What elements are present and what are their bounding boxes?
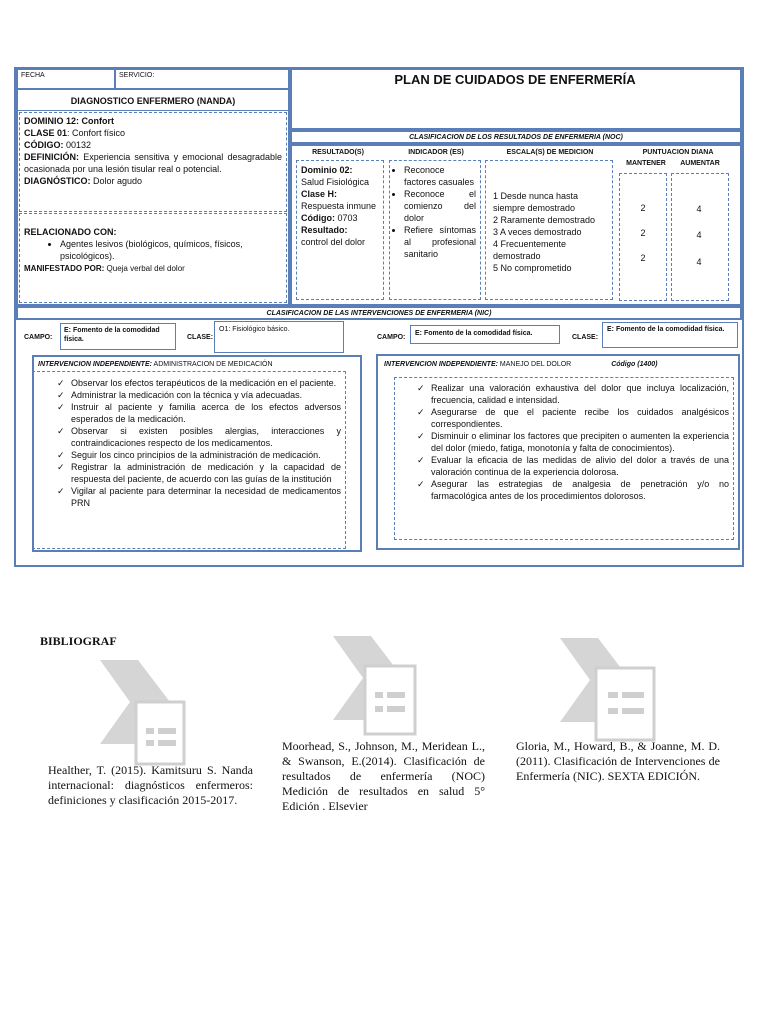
- left-intervention-header: INTERVENCION INDEPENDIENTE: ADMINISTRACION DE MEDICACIÓN: [38, 361, 273, 368]
- activity-item: ✓ Asegurar las estrategias de analgesia de penetración y/o no farmacológica antes de los procedimientos dolorosos.: [415, 478, 729, 502]
- escala-item: 4 Frecuentemente demostrado: [493, 239, 567, 261]
- document-placeholder-icon: [333, 636, 443, 756]
- activity-item: ✓ Vigilar al paciente para determinar la necesidad de medicamentos PRN: [55, 485, 341, 509]
- left-campo-value: E: Fomento de la comodidad física.: [60, 323, 176, 350]
- activity-item: ✓ Evaluar la eficacia de las medidas de alivio del dolor a través de una valoración continua de la experiencia dolorosa.: [415, 454, 729, 478]
- activity-item: ✓ Administrar la medicación con la técnica y vía adecuadas.: [55, 389, 341, 401]
- mantener-value: 2: [640, 253, 646, 263]
- noc-col-resultado: RESULTADO(S): [312, 149, 364, 156]
- diagnostico-line: DIAGNÓSTICO: Dolor agudo: [24, 176, 143, 186]
- fecha-label: FECHA: [21, 72, 45, 79]
- noc-indicador-box: [389, 160, 481, 300]
- activity-item: ✓ Realizar una valoración exhaustiva del dolor que incluya localización, frecuencia, calidad e intensidad.: [415, 382, 729, 406]
- indicador-item: • Refiere síntomas al profesional sanitario: [404, 224, 476, 260]
- noc-title-bar: [290, 130, 742, 144]
- noc-col-indicador: INDICADOR (ES): [408, 149, 464, 156]
- servicio-cell: [115, 69, 289, 89]
- definicion-line: DEFINICIÓN: Experiencia sensitiva y emocional desagradable ocasionada por una lesión tisular real o potencial.: [24, 152, 282, 174]
- noc-col-escala: ESCALA(S) DE MEDICION: [506, 149, 594, 156]
- diagnostico-title: DIAGNOSTICO ENFERMERO (NANDA): [70, 96, 236, 106]
- left-campo-label: CAMPO:: [24, 334, 53, 341]
- activity-item: ✓ Observar los efectos terapéuticos de la medicación en el paciente.: [55, 377, 341, 389]
- codigo-line: CÓDIGO: 00132: [24, 140, 92, 150]
- noc-title: CLASIFICACION DE LOS RESULTADOS DE ENFERMERIA (NOC): [409, 134, 623, 141]
- noc-col-puntuacion: PUNTUACION DIANA: [642, 149, 714, 156]
- right-campo-value: E: Fomento de la comodidad física.: [410, 325, 560, 344]
- document-placeholder-icon: [100, 660, 210, 780]
- aumentar-value: 4: [696, 257, 702, 267]
- right-activities-box: [394, 377, 734, 540]
- aumentar-value: 4: [696, 204, 702, 214]
- reference-noc: Moorhead, S., Johnson, M., Meridean L., & Swanson, E.(2014). Clasificación de resultados de enfermería (NOC) Medición de resultados en salud 5° Edición . Elsevier: [282, 739, 485, 813]
- activity-item: ✓ Seguir los cinco principios de la administración de medicación.: [55, 449, 341, 461]
- indicador-item: • Reconoce el comienzo del dolor: [404, 188, 476, 224]
- bibliografia-heading: BIBLIOGRAF: [40, 634, 117, 648]
- relacionado-section: [24, 226, 282, 274]
- nic-title-bar: [16, 306, 742, 320]
- diagnostico-header: [17, 89, 289, 111]
- right-clase-value: E: Fomento de la comodidad física.: [602, 322, 738, 348]
- left-clase-value: O1: Fisiológico básico.: [214, 321, 344, 353]
- right-intervention-header: INTERVENCION INDEPENDIENTE: MANEJO DEL DOLOR Código (1400): [384, 361, 658, 368]
- left-activities-box: [32, 371, 346, 549]
- right-clase-label: CLASE:: [572, 334, 599, 341]
- relacionado-item: • Agentes lesivos (biológicos, químicos, físicos, psicológicos).: [60, 238, 282, 262]
- escala-item: 5 No comprometido: [493, 263, 572, 273]
- left-clase-label: CLASE:: [187, 334, 214, 341]
- manifestado-line: MANIFESTADO POR: Queja verbal del dolor: [24, 264, 185, 273]
- right-campo-label: CAMPO:: [377, 334, 406, 341]
- noc-resultado-box: Dominio 02: Salud Fisiológica Clase H: Respuesta inmune Código: 0703 Resultado: control del dolor: [296, 160, 384, 300]
- servicio-label: SERVICIO:: [119, 72, 155, 79]
- aumentar-value: 4: [696, 230, 702, 240]
- mantener-value: 2: [640, 228, 646, 238]
- reference-nanda: Healther, T. (2015). Kamitsuru S. Nanda internacional: diagnósticos enfermeros: definiciones y clasificación 2015-2017.: [48, 763, 253, 807]
- noc-col-aumentar: AUMENTAR: [680, 160, 720, 167]
- noc-col-mantener: MANTENER: [626, 160, 666, 167]
- clase-line: CLASE 01: Confort físico: [24, 128, 126, 138]
- plan-title: PLAN DE CUIDADOS DE ENFERMERÍA: [394, 72, 636, 87]
- mantener-value: 2: [640, 203, 646, 213]
- indicador-item: • Reconoce factores casuales: [404, 164, 476, 188]
- noc-escala-box: [485, 160, 613, 300]
- escala-item: 1 Desde nunca hasta siempre demostrado: [493, 191, 579, 213]
- activity-item: ✓ Observar si existen posibles alergias, interacciones y contraindicaciones respecto de los medicamentos.: [55, 425, 341, 449]
- nanda-definition: [24, 115, 282, 187]
- activity-item: ✓ Registrar la administración de medicación y la capacidad de respuesta del paciente, de acuerdo con las guías de la institución: [55, 461, 341, 485]
- fecha-cell: [17, 69, 115, 89]
- reference-nic: Gloria, M., Howard, B., & Joanne, M. D. (2011). Clasificación de Intervenciones de Enfermería (NIC). SEXTA EDICIÓN.: [516, 739, 720, 783]
- activity-item: ✓ Asegurarse de que el paciente recibe los cuidados analgésicos correspondientes.: [415, 406, 729, 430]
- escala-item: 3 A veces demostrado: [493, 227, 582, 237]
- nic-title: CLASIFICACION DE LAS INTERVENCIONES DE ENFERMERIA (NIC): [266, 310, 492, 317]
- activity-item: ✓ Instruir al paciente y familia acerca de los efectos adversos esperados de la medicación.: [55, 401, 341, 425]
- escala-item: 2 Raramente demostrado: [493, 215, 596, 225]
- activity-item: ✓ Disminuir o eliminar los factores que precipiten o aumenten la experiencia del dolor (miedo, fatiga, monotonía y falta de conocimientos).: [415, 430, 729, 454]
- dominio-line: DOMINIO 12: Confort: [24, 116, 115, 126]
- relacionado-label: RELACIONADO CON:: [24, 227, 117, 237]
